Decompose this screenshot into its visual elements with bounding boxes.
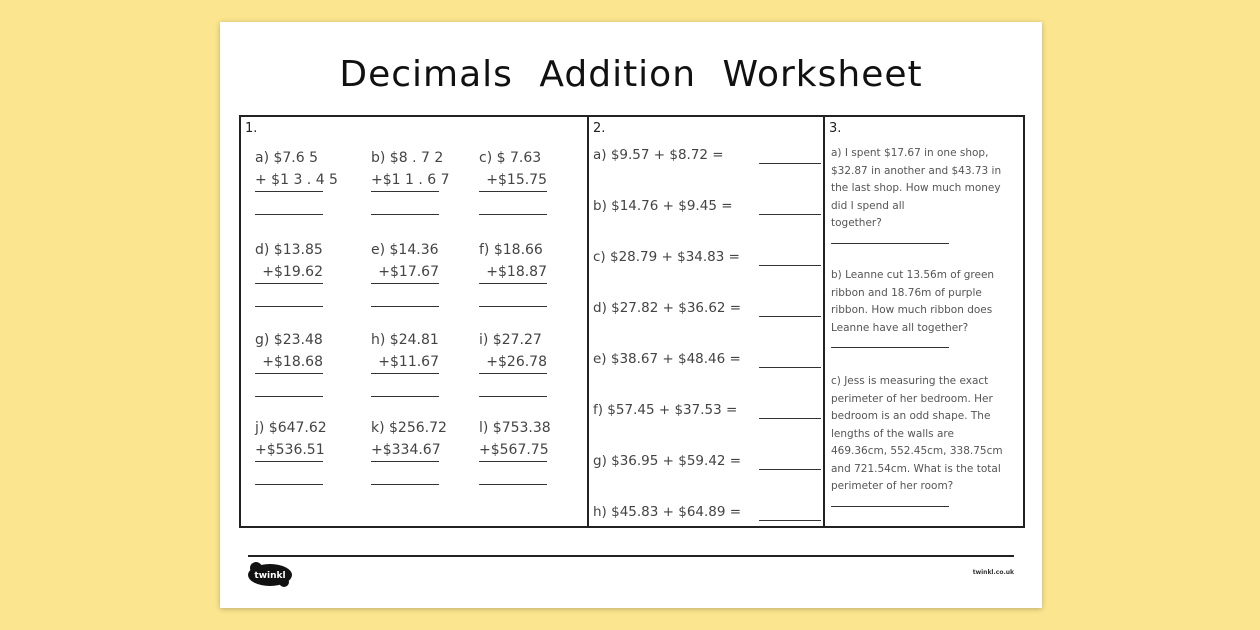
worksheet-page	[220, 22, 1042, 608]
worksheet-frame	[239, 115, 1025, 528]
addend-bottom: +$26.78	[479, 351, 547, 374]
addend-bottom: +$567.75	[479, 439, 547, 462]
addend-top: h) $24.81	[371, 332, 439, 348]
answer-line[interactable]	[831, 233, 949, 244]
word-problem-line: c) Jess is measuring the exact	[831, 375, 989, 387]
addend-top: j) $647.62	[255, 420, 327, 436]
worksheet-title: Decimals Addition Worksheet	[339, 54, 923, 95]
section-2	[587, 117, 825, 526]
equation-row	[593, 196, 821, 216]
addend-top: g) $23.48	[255, 332, 323, 348]
footer-website: twinkl.co.uk	[972, 569, 1014, 576]
equation-text: h) $45.83 + $64.89 =	[593, 504, 742, 520]
addend-bottom: +$11.67	[371, 351, 439, 374]
addition-problem	[255, 147, 338, 215]
word-problem	[831, 373, 1017, 507]
answer-line[interactable]	[255, 306, 323, 307]
equation-text: b) $14.76 + $9.45 =	[593, 198, 733, 214]
equation-text: g) $36.95 + $59.42 =	[593, 453, 742, 469]
word-problem-line: perimeter of her room?	[831, 480, 954, 492]
addend-bottom: +$18.87	[479, 261, 547, 284]
equation-text: e) $38.67 + $48.46 =	[593, 351, 741, 367]
addend-bottom: +$536.51	[255, 439, 323, 462]
word-problem	[831, 145, 1017, 244]
addend-top: e) $14.36	[371, 242, 439, 258]
footer-divider	[248, 555, 1014, 557]
word-problem-line: a) I spent $17.67 in one shop,	[831, 147, 989, 159]
equation-row	[593, 145, 821, 165]
equation-row	[593, 349, 821, 369]
word-problem-line: perimeter of her bedroom. Her	[831, 392, 993, 405]
addition-problem	[371, 147, 450, 215]
addend-bottom: +$19.62	[255, 261, 323, 284]
answer-line[interactable]	[759, 316, 821, 317]
word-problem-line: 469.36cm, 552.45cm, 338.75cm	[831, 445, 1003, 457]
answer-line[interactable]	[759, 214, 821, 215]
addition-problem	[255, 329, 323, 397]
equation-row	[593, 502, 821, 522]
addition-problem	[371, 329, 439, 397]
answer-line[interactable]	[371, 306, 439, 307]
answer-line[interactable]	[759, 469, 821, 470]
word-problem-line: lengths of the walls are	[831, 427, 954, 440]
word-problem-line: ribbon and 18.76m of purple	[831, 286, 982, 299]
word-problem-line: $32.87 in another and $43.73 in	[831, 164, 1002, 177]
word-problem	[831, 267, 1017, 348]
section-1	[241, 117, 587, 526]
answer-line[interactable]	[255, 214, 323, 215]
section-3	[823, 117, 1023, 526]
addend-top: a) $7.6 5	[255, 150, 319, 166]
addend-top: l) $753.38	[479, 420, 551, 436]
equation-row	[593, 247, 821, 267]
addition-problem	[479, 329, 547, 397]
answer-line[interactable]	[371, 214, 439, 215]
answer-line[interactable]	[479, 306, 547, 307]
addend-top: b) $8 . 7 2	[371, 150, 444, 166]
word-problem-line: and 721.54cm. What is the total	[831, 462, 1001, 475]
addition-problem	[255, 417, 327, 485]
answer-line[interactable]	[831, 337, 949, 348]
equation-text: a) $9.57 + $8.72 =	[593, 147, 724, 163]
answer-line[interactable]	[371, 396, 439, 397]
equation-text: f) $57.45 + $37.53 =	[593, 402, 738, 418]
addend-bottom: +$18.68	[255, 351, 323, 374]
word-problem-line: together?	[831, 217, 882, 229]
answer-line[interactable]	[479, 484, 547, 485]
answer-line[interactable]	[759, 163, 821, 164]
addend-bottom: + $1 3 . 4 5	[255, 169, 323, 192]
addition-problem	[255, 239, 323, 307]
answer-line[interactable]	[371, 484, 439, 485]
section-number: 1.	[245, 121, 258, 136]
word-problem-line: b) Leanne cut 13.56m of green	[831, 269, 995, 281]
addition-problem	[371, 417, 447, 485]
addend-top: f) $18.66	[479, 242, 543, 258]
word-problem-line: Leanne have all together?	[831, 321, 969, 334]
addend-top: d) $13.85	[255, 242, 323, 258]
addition-problem	[371, 239, 439, 307]
addend-bottom: +$15.75	[479, 169, 547, 192]
answer-line[interactable]	[759, 418, 821, 419]
equation-text: d) $27.82 + $36.62 =	[593, 300, 742, 316]
addend-top: i) $27.27	[479, 332, 542, 348]
twinkl-logo-icon	[247, 562, 294, 588]
section-number: 3.	[829, 121, 842, 136]
answer-line[interactable]	[759, 520, 821, 521]
equation-text: c) $28.79 + $34.83 =	[593, 249, 740, 265]
addend-top: k) $256.72	[371, 420, 447, 436]
section-number: 2.	[593, 121, 606, 136]
addend-bottom: +$334.67	[371, 439, 439, 462]
word-problem-line: the last shop. How much money	[831, 182, 1001, 194]
addition-problem	[479, 417, 551, 485]
addend-bottom: +$17.67	[371, 261, 439, 284]
answer-line[interactable]	[479, 214, 547, 215]
word-problem-line: did I spend all	[831, 199, 905, 212]
answer-line[interactable]	[479, 396, 547, 397]
word-problem-line: ribbon. How much ribbon does	[831, 304, 993, 316]
answer-line[interactable]	[759, 265, 821, 266]
answer-line[interactable]	[255, 396, 323, 397]
logo-text: twinkl	[254, 571, 286, 581]
equation-row	[593, 298, 821, 318]
answer-line[interactable]	[255, 484, 323, 485]
word-problem-line: bedroom is an odd shape. The	[831, 410, 991, 422]
equation-row	[593, 451, 821, 471]
answer-line[interactable]	[759, 367, 821, 368]
addend-bottom: +$1 1 . 6 7	[371, 169, 439, 192]
addition-problem	[479, 239, 547, 307]
addition-problem	[479, 147, 547, 215]
equation-row	[593, 400, 821, 420]
answer-line[interactable]	[831, 496, 949, 507]
addend-top: c) $ 7.63	[479, 150, 542, 166]
